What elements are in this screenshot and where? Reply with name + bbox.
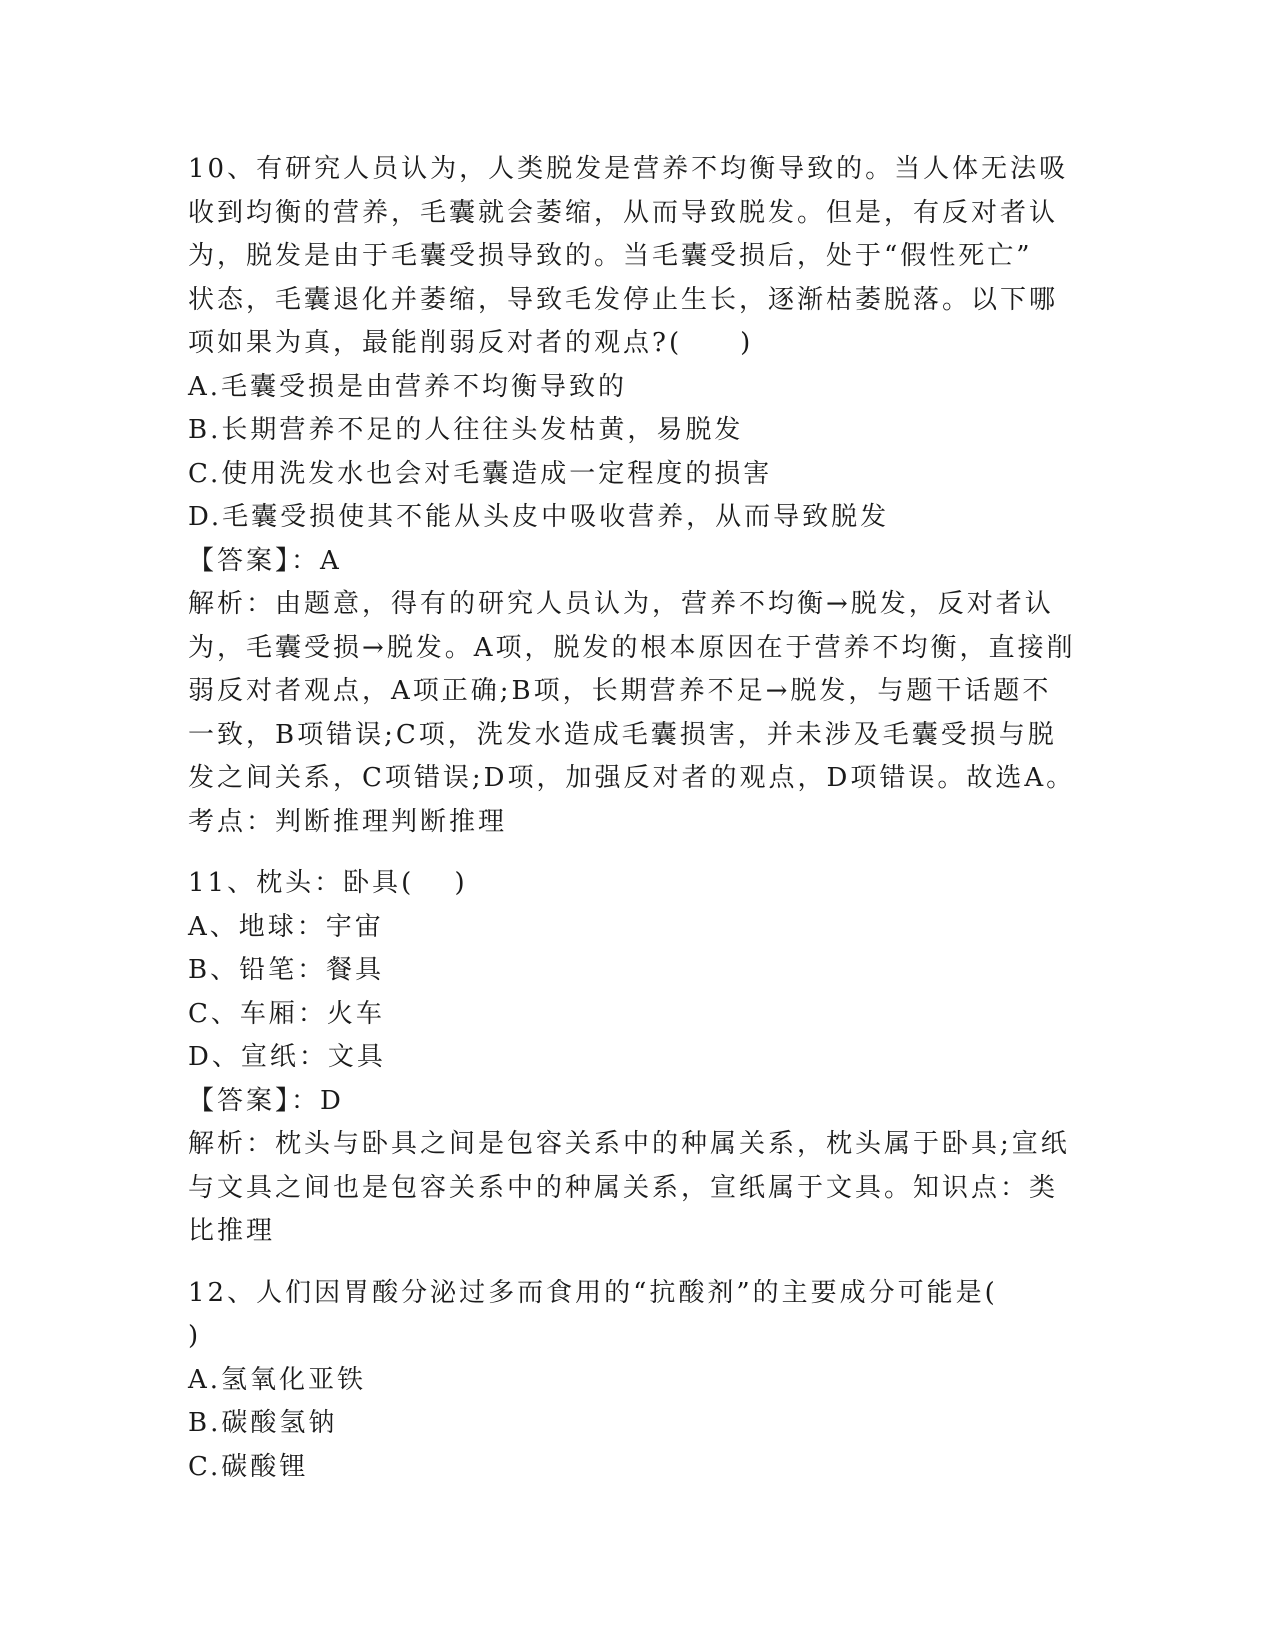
document-page — [188, 148, 1088, 1489]
knowledge-point-line: 考点：判断推理判断推理 — [188, 806, 508, 837]
question-10 — [188, 148, 1088, 844]
question-spacer — [188, 1254, 1088, 1272]
analysis-line: 解析：枕头与卧具之间是包容关系中的种属关系，枕头属于卧具;宣纸 — [188, 1129, 1070, 1159]
analysis-line: 一致，B项错误;C项，洗发水造成毛囊损害，并未涉及毛囊受损与脱 — [188, 719, 1057, 750]
question-11 — [188, 862, 1088, 1254]
answer-line: 【答案】：A — [188, 545, 342, 576]
question-stem-line: 11、枕头：卧具( ) — [188, 868, 468, 898]
option-a: A、地球：宇宙 — [188, 911, 384, 942]
option-b: B、铅笔：餐具 — [188, 955, 385, 985]
question-stem-line: 状态，毛囊退化并萎缩，导致毛发停止生长，逐渐枯萎脱落。以下哪 — [188, 284, 1059, 315]
option-b: B.长期营养不足的人往往头发枯黄，易脱发 — [188, 415, 744, 445]
question-stem-line: 项如果为真，最能削弱反对者的观点?( ) — [188, 328, 754, 358]
analysis-line: 与文具之间也是包容关系中的种属关系，宣纸属于文具。知识点：类 — [188, 1172, 1059, 1203]
option-c: C.使用洗发水也会对毛囊造成一定程度的损害 — [188, 458, 773, 489]
option-d: D、宣纸：文具 — [188, 1042, 386, 1072]
analysis-line: 为，毛囊受损→脱发。A项，脱发的根本原因在于营养不均衡，直接削 — [188, 632, 1076, 663]
option-d: D.毛囊受损使其不能从头皮中吸收营养，从而导致脱发 — [188, 502, 890, 532]
analysis-line: 比推理 — [188, 1216, 276, 1246]
question-12 — [188, 1272, 1088, 1490]
analysis-line: 解析：由题意，得有的研究人员认为，营养不均衡→脱发，反对者认 — [188, 589, 1054, 619]
question-stem-line: 12、人们因胃酸分泌过多而食用的“抗酸剂”的主要成分可能是( — [188, 1277, 998, 1308]
option-c: C、车厢：火车 — [188, 998, 385, 1029]
question-spacer — [188, 844, 1088, 862]
analysis-line: 弱反对者观点，A项正确;B项，长期营养不足→脱发，与题干话题不 — [188, 676, 1052, 706]
question-stem-line: 收到均衡的营养，毛囊就会萎缩，从而导致脱发。但是，有反对者认 — [188, 197, 1059, 228]
answer-line: 【答案】：D — [188, 1085, 344, 1116]
option-a: A.毛囊受损是由营养不均衡导致的 — [188, 371, 628, 402]
option-a: A.氢氧化亚铁 — [188, 1364, 367, 1395]
analysis-line: 发之间关系，C项错误;D项，加强反对者的观点，D项错误。故选A。 — [188, 763, 1076, 793]
option-c: C.碳酸锂 — [188, 1451, 309, 1482]
question-stem-line: 为，脱发是由于毛囊受损导致的。当毛囊受损后，处于“假性死亡” — [188, 241, 1033, 271]
question-stem-line: 10、有研究人员认为，人类脱发是营养不均衡导致的。当人体无法吸 — [188, 154, 1069, 184]
option-b: B.碳酸氢钠 — [188, 1408, 338, 1438]
question-stem-line: ) — [188, 1321, 202, 1351]
